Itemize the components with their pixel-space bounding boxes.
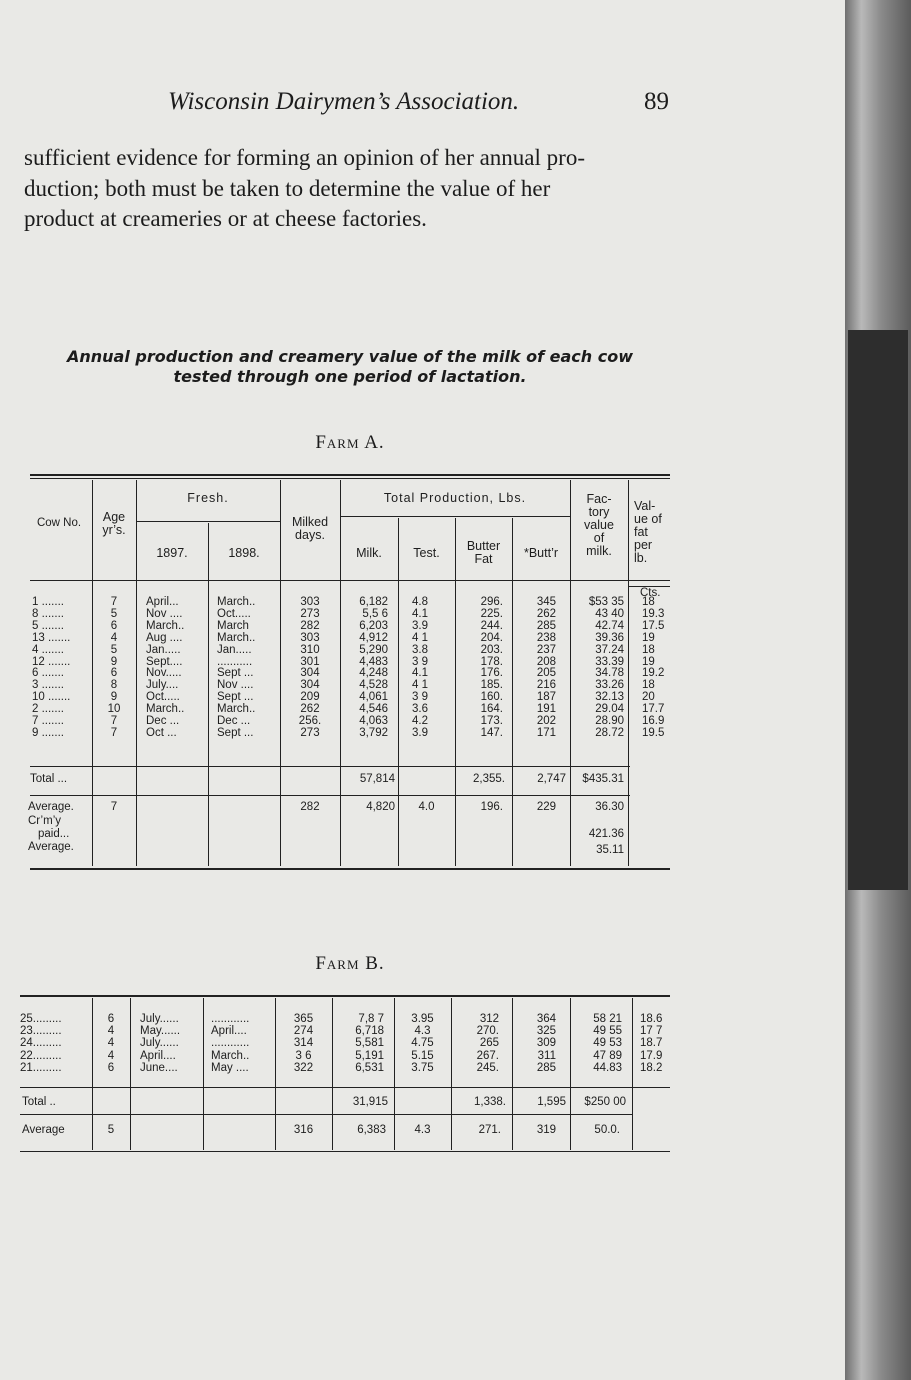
farm-b-total-label: Total .. [22, 1096, 56, 1108]
cell-fresh-1898: ............ [211, 1013, 250, 1025]
cell-butter: 202 [536, 715, 556, 727]
cell-milked-days: 303 [300, 631, 320, 644]
cell-butter-fat: 265 [479, 1037, 499, 1050]
average-factory-value: 36.30 [595, 801, 624, 813]
cell-age: 9 [110, 655, 118, 668]
paragraph-line: sufficient evidence for forming an opinion of her annual pro- [24, 145, 585, 170]
cell-butter-fat: 203. [480, 643, 503, 656]
body-paragraph [24, 143, 674, 235]
cell-fresh-1897: Dec ... [146, 715, 180, 727]
cell-milked-days: 282 [300, 619, 320, 632]
cell-test: 4.1 [412, 607, 428, 620]
cell-age: 6 [107, 1013, 115, 1025]
farm-b-average-days: 316 [293, 1124, 314, 1136]
cell-test: 3 9 [412, 655, 428, 668]
cell-butter-fat: 225. [480, 607, 503, 620]
cell-milked-days: 3 6 [295, 1049, 312, 1062]
header-value: lb. [634, 551, 648, 565]
cell-milked-days: 303 [300, 596, 320, 608]
cell-butter: 345 [536, 596, 556, 608]
cell-butter: 309 [536, 1037, 556, 1050]
average2-value: 35.11 [596, 844, 624, 856]
cell-age: 6 [110, 619, 118, 632]
header-total-production: Total Production, Lbs. [383, 491, 527, 505]
cell-cow-no: 21......... [20, 1061, 62, 1074]
cell-test: 3.8 [412, 643, 428, 656]
cell-fresh-1897: Nov..... [146, 667, 182, 680]
header-age-unit: yr’s. [102, 523, 126, 537]
cell-butter: 311 [537, 1049, 556, 1062]
cell-age: 7 [110, 726, 118, 739]
cell-age: 7 [110, 715, 118, 727]
cell-milk: 5,581 [355, 1037, 384, 1050]
cell-fresh-1897: Jan..... [146, 643, 181, 656]
cell-age: 8 [110, 679, 118, 692]
header-cow-no: Cow No. [36, 517, 82, 529]
cell-butter-fat: 176. [480, 667, 503, 680]
header-factory: Fac- [586, 492, 612, 506]
cell-value-per-lb: 18 [642, 596, 655, 608]
cell-factory-value: 28.72 [595, 726, 624, 739]
farm-b-total-butter: 1,595 [537, 1096, 566, 1108]
average-age: 7 [110, 801, 118, 813]
farm-b-average-test: 4.3 [414, 1124, 431, 1136]
cell-factory-value: 32.13 [595, 691, 624, 704]
farm-b-total-milk: 31,915 [352, 1096, 388, 1108]
cell-cow-no: 8 ....... [32, 607, 64, 620]
cell-cow-no: 24......... [20, 1037, 62, 1050]
farm-b-average-butter-fat: 271. [478, 1124, 501, 1136]
page-number: 89 [644, 88, 669, 115]
average-butter-fat: 196. [480, 801, 503, 813]
cell-value-per-lb: 18.2 [640, 1061, 663, 1074]
farm-b-average-age: 5 [107, 1124, 115, 1136]
cell-fresh-1898: Jan..... [217, 643, 252, 656]
cell-test: 3.6 [412, 703, 428, 716]
average2-label: Average. [28, 841, 74, 853]
cell-milked-days: 304 [300, 679, 320, 692]
cell-factory-value: 49 55 [593, 1025, 622, 1038]
cell-cow-no: 1 ....... [32, 596, 64, 608]
cell-butter-fat: 173. [480, 715, 503, 727]
cell-cow-no: 25......... [20, 1013, 62, 1025]
book-binding-shadow [848, 330, 908, 890]
header-factory: value [584, 518, 614, 532]
cell-milk: 4,061 [359, 691, 388, 704]
caption-line: Annual production and creamery value of the milk of each cow [66, 347, 634, 366]
header-milked: Milked [291, 515, 329, 529]
average-test: 4.0 [418, 801, 435, 813]
header-fresh: Fresh. [187, 491, 229, 505]
cell-milk: 3,792 [359, 726, 388, 739]
cell-factory-value: 39.36 [595, 631, 624, 644]
cell-test: 3.9 [412, 619, 428, 632]
cell-fresh-1897: Nov .... [146, 607, 183, 620]
header-value: ue of [634, 512, 662, 526]
cell-factory-value: 33.39 [595, 655, 624, 668]
cell-age: 6 [110, 667, 118, 680]
cell-milk: 6,531 [355, 1061, 384, 1074]
cell-butter-fat: 185. [480, 679, 503, 692]
header-milk: Milk. [356, 546, 382, 560]
total-butter: 2,747 [537, 773, 566, 785]
creamery-paid-label: Cr’m’y [28, 815, 62, 827]
cell-butter-fat: 244. [480, 619, 503, 632]
cell-butter: 171 [536, 726, 556, 739]
cell-test: 4.1 [412, 667, 428, 680]
cell-value-per-lb: 18.6 [640, 1013, 663, 1025]
cell-fresh-1898: March.. [217, 596, 256, 608]
cell-factory-value: 44.83 [593, 1061, 622, 1074]
cell-fresh-1898: March.. [217, 631, 256, 644]
creamery-paid-value: 421.36 [588, 828, 624, 840]
cell-cow-no: 5 ....... [32, 619, 64, 632]
header-butter-fat: Fat [474, 552, 493, 566]
cell-cow-no: 12 ....... [32, 655, 71, 668]
cell-butter-fat: 160. [480, 691, 503, 704]
cell-milked-days: 274 [293, 1025, 314, 1038]
cell-butter: 208 [536, 655, 556, 668]
cell-butter-fat: 296. [480, 596, 503, 608]
creamery-paid-label: paid... [38, 828, 70, 840]
cell-milked-days: 365 [293, 1013, 314, 1025]
cell-value-per-lb: 19.5 [642, 726, 665, 739]
farm-b-total-butter-fat: 1,338. [474, 1096, 506, 1108]
average-label: Average. [28, 801, 74, 813]
cell-milk: 4,483 [359, 655, 388, 668]
cell-fresh-1898: March.. [217, 703, 256, 716]
cell-butter: 237 [536, 643, 556, 656]
cell-milk: 6,203 [359, 619, 388, 632]
cell-test: 3.95 [411, 1013, 434, 1025]
cell-milk: 4,912 [359, 631, 388, 644]
cell-fresh-1898: March.. [211, 1049, 250, 1062]
cell-test: 3.9 [412, 726, 428, 739]
cell-age: 5 [110, 643, 118, 656]
cell-fresh-1897: July.... [146, 679, 179, 692]
cell-milk: 5,290 [359, 643, 388, 656]
cell-cow-no: 3 ....... [32, 679, 64, 692]
header-test: Test. [413, 546, 440, 560]
cell-fresh-1898: ............ [211, 1037, 250, 1050]
average-milk: 4,820 [366, 801, 395, 813]
header-milked-days: days. [295, 528, 325, 542]
header-year-1897: 1897. [156, 546, 188, 560]
cell-factory-value: 34.78 [595, 667, 624, 680]
cell-test: 5.15 [411, 1049, 434, 1062]
farm-b-average-factory-value: 50.0. [594, 1124, 620, 1136]
cell-butter-fat: 204. [480, 631, 503, 644]
cell-value-per-lb: 19 [642, 631, 655, 644]
cell-butter-fat: 270. [476, 1025, 499, 1038]
cell-age: 9 [110, 691, 118, 704]
cell-age: 6 [107, 1061, 115, 1074]
header-butter-estimated: *Butt’r [523, 546, 559, 560]
cell-fresh-1898: Sept ... [217, 726, 254, 739]
cell-fresh-1898: April.... [211, 1025, 247, 1038]
cell-cow-no: 6 ....... [32, 667, 64, 680]
cell-milked-days: 310 [300, 643, 320, 656]
cell-fresh-1897: July...... [140, 1037, 179, 1050]
cell-factory-value: 43 40 [595, 607, 624, 620]
cell-test: 4.3 [414, 1025, 431, 1038]
paragraph-line: product at creameries or at cheese factories. [24, 206, 427, 231]
cell-test: 4 1 [412, 679, 428, 692]
cell-milked-days: 273 [300, 607, 320, 620]
cell-test: 4 1 [412, 631, 428, 644]
cell-milked-days: 304 [300, 667, 320, 680]
cell-cow-no: 2 ....... [32, 703, 64, 716]
farm-b-total-factory-value: $250 00 [584, 1096, 626, 1108]
cell-butter: 191 [536, 703, 556, 716]
cell-factory-value: 42.74 [595, 619, 624, 632]
cell-factory-value: 29.04 [595, 703, 624, 716]
cell-butter-fat: 267. [476, 1049, 499, 1062]
cell-fresh-1897: March.. [146, 703, 185, 716]
cell-value-per-lb: 18.7 [640, 1037, 663, 1050]
cell-test: 3 9 [412, 691, 428, 704]
cell-milk: 6,718 [355, 1025, 384, 1038]
cell-fresh-1897: April.... [140, 1049, 176, 1062]
paragraph-line: duction; both must be taken to determine the value of her [24, 175, 551, 201]
cell-test: 4.2 [412, 715, 428, 727]
cell-value-per-lb: 18 [642, 679, 655, 692]
cell-fresh-1898: March [217, 619, 249, 632]
cell-butter-fat: 178. [480, 655, 503, 668]
average-butter: 229 [536, 801, 556, 813]
farm-b-average-label: Average [22, 1124, 65, 1136]
cell-age: 4 [107, 1025, 115, 1038]
cell-factory-value: 47 89 [593, 1049, 622, 1062]
cell-butter: 364 [536, 1013, 556, 1025]
cell-butter: 187 [536, 691, 556, 704]
cents-label: Cts. [640, 587, 661, 599]
cell-milk: 7,8 7 [358, 1013, 384, 1025]
cell-factory-value: 28.90 [595, 715, 624, 727]
total-factory-value: $435.31 [582, 773, 624, 785]
cell-age: 7 [110, 596, 118, 608]
farm-b-average-milk: 6,383 [357, 1124, 386, 1136]
cell-age: 4 [107, 1037, 115, 1050]
farm-b-title: Farm B. [315, 953, 385, 974]
farm-b-average-butter: 319 [536, 1124, 556, 1136]
cell-butter: 285 [536, 1061, 556, 1074]
header-value: per [634, 538, 653, 552]
cell-fresh-1898: Sept ... [217, 691, 254, 704]
cell-fresh-1898: Sept ... [217, 667, 254, 680]
cell-test: 4.8 [412, 596, 428, 608]
header-factory: tory [588, 505, 610, 519]
cell-milked-days: 262 [300, 703, 320, 716]
cell-cow-no: 9 ....... [32, 726, 64, 739]
cell-butter: 285 [536, 619, 556, 632]
cell-butter: 216 [536, 679, 556, 692]
cell-butter: 238 [536, 631, 556, 644]
cell-test: 3.75 [411, 1061, 434, 1074]
cell-value-per-lb: 16.9 [642, 715, 665, 727]
cell-cow-no: 22......... [20, 1049, 62, 1062]
cell-fresh-1898: May .... [211, 1061, 249, 1074]
cell-fresh-1897: May...... [140, 1025, 181, 1038]
cell-cow-no: 10 ....... [32, 691, 71, 704]
cell-fresh-1897: Oct..... [146, 691, 180, 704]
cell-milked-days: 314 [293, 1037, 314, 1050]
header-year-1898: 1898. [228, 546, 260, 560]
cell-value-per-lb: 19.2 [642, 667, 665, 680]
cell-milked-days: 322 [293, 1061, 314, 1074]
cell-cow-no: 13 ....... [32, 631, 71, 644]
cell-age: 4 [110, 631, 118, 644]
cell-cow-no: 4 ....... [32, 643, 64, 656]
total-milk: 57,814 [359, 773, 395, 785]
cell-milk: 6,182 [359, 596, 388, 608]
header-value: Val- [634, 499, 656, 513]
cell-fresh-1897: Sept.... [146, 655, 183, 668]
header-butter: Butter [466, 539, 501, 553]
cell-test: 4.75 [411, 1037, 434, 1050]
cell-value-per-lb: 20 [642, 691, 655, 704]
cell-butter-fat: 147. [480, 726, 503, 739]
caption-line: tested through one period of lactation. [173, 367, 527, 386]
cell-cow-no: 23......... [20, 1025, 62, 1038]
total-butter-fat: 2,355. [473, 773, 505, 785]
header-factory: milk. [586, 544, 612, 558]
cell-age: 4 [107, 1049, 115, 1062]
cell-butter: 262 [536, 607, 556, 620]
cell-milk: 5,5 6 [362, 607, 388, 620]
cell-value-per-lb: 17.9 [640, 1049, 663, 1062]
cell-milk: 4,528 [359, 679, 388, 692]
total-label: Total ... [30, 773, 68, 785]
cell-butter-fat: 312 [479, 1013, 499, 1025]
header-factory: of [593, 531, 605, 545]
cell-age: 10 [107, 703, 121, 716]
cell-milked-days: 209 [300, 691, 320, 704]
cell-value-per-lb: 17.5 [642, 619, 665, 632]
cell-age: 5 [110, 607, 118, 620]
cell-fresh-1897: Oct ... [146, 726, 177, 739]
cell-fresh-1897: Aug .... [146, 631, 183, 644]
cell-factory-value: 58 21 [593, 1013, 622, 1025]
cell-factory-value: $53 35 [588, 596, 624, 608]
farm-a-title: Farm A. [315, 432, 385, 453]
table-caption [20, 347, 680, 387]
cell-butter-fat: 164. [480, 703, 503, 716]
cell-butter-fat: 245. [476, 1061, 499, 1074]
cell-fresh-1897: March.. [146, 619, 185, 632]
cell-fresh-1897: July...... [140, 1013, 179, 1025]
cell-milk: 5,191 [355, 1049, 384, 1062]
cell-butter: 325 [536, 1025, 556, 1038]
cell-value-per-lb: 17 7 [640, 1025, 663, 1038]
cell-fresh-1897: April... [146, 596, 179, 608]
cell-cow-no: 7 ....... [32, 715, 64, 727]
cell-factory-value: 49 53 [593, 1037, 622, 1050]
cell-butter: 205 [536, 667, 556, 680]
header-value: fat [634, 525, 648, 539]
cell-milk: 4,546 [359, 703, 388, 716]
cell-fresh-1898: Nov .... [217, 679, 254, 692]
cell-milked-days: 256. [298, 715, 322, 727]
cell-fresh-1898: Dec ... [217, 715, 251, 727]
cell-factory-value: 33.26 [595, 679, 624, 692]
cell-factory-value: 37.24 [595, 643, 624, 656]
cell-milked-days: 301 [300, 655, 320, 668]
running-header: Wisconsin Dairymen’s Association. [168, 88, 520, 115]
cell-fresh-1898: Oct..... [217, 607, 251, 620]
cell-value-per-lb: 19 [642, 655, 655, 668]
cell-value-per-lb: 17.7 [642, 703, 665, 716]
cell-fresh-1898: ........... [217, 655, 253, 668]
cell-value-per-lb: 19.3 [642, 607, 665, 620]
cell-milked-days: 273 [300, 726, 320, 739]
cell-fresh-1897: June.... [140, 1061, 178, 1074]
average-days: 282 [300, 801, 320, 813]
cell-value-per-lb: 18 [642, 643, 655, 656]
cell-milk: 4,248 [359, 667, 388, 680]
cell-milk: 4,063 [359, 715, 388, 727]
header-age: Age [102, 510, 126, 524]
